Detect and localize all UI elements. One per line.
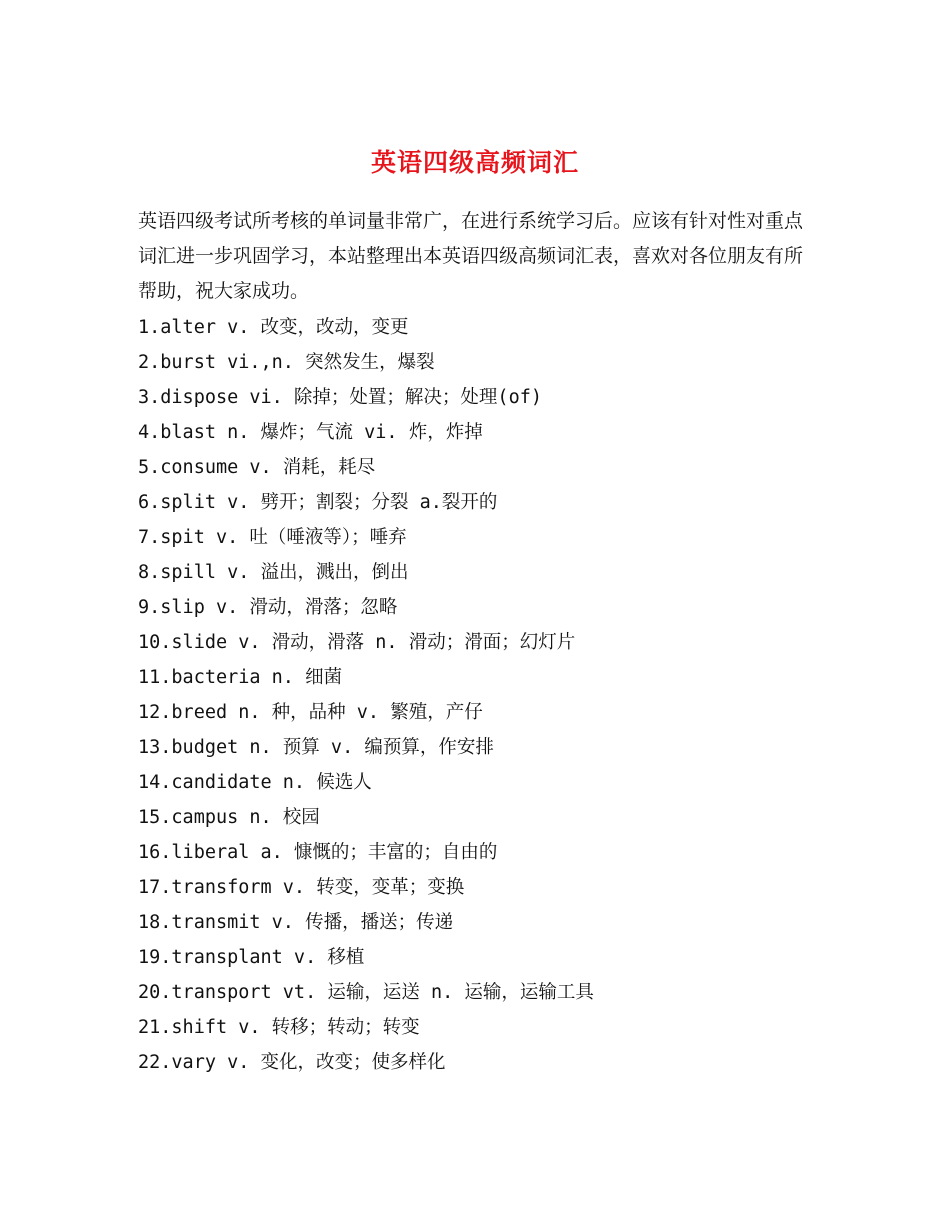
list-item: 8.spill v. 溢出，溅出，倒出 <box>138 562 409 583</box>
list-item: 22.vary v. 变化，改变；使多样化 <box>138 1052 446 1073</box>
list-item: 11.bacteria n. 细菌 <box>138 667 343 688</box>
list-item: 19.transplant v. 移植 <box>138 947 365 968</box>
list-item: 7.spit v. 吐（唾液等）；唾弃 <box>138 527 407 548</box>
list-item: 4.blast n. 爆炸；气流 vi. 炸，炸掉 <box>138 422 483 443</box>
list-item: 12.breed n. 种，品种 v. 繁殖，产仔 <box>138 702 483 723</box>
list-item: 5.consume v. 消耗，耗尽 <box>138 457 376 478</box>
list-item: 17.transform v. 转变，变革；变换 <box>138 877 465 898</box>
list-item: 21.shift v. 转移；转动；转变 <box>138 1017 420 1038</box>
intro-paragraph: 英语四级考试所考核的单词量非常广，在进行系统学习后。应该有针对性对重点词汇进一步巩固学习，本站整理出本英语四级高频词汇表，喜欢对各位朋友有所帮助，祝大家成功。 <box>138 210 804 302</box>
list-item: 10.slide v. 滑动，滑落 n. 滑动；滑面；幻灯片 <box>138 632 576 653</box>
document-title: 英语四级高频词汇 <box>370 147 579 177</box>
vocabulary-list <box>138 310 838 1080</box>
list-item: 2.burst vi.,n. 突然发生，爆裂 <box>138 352 435 373</box>
list-item: 9.slip v. 滑动，滑落；忽略 <box>138 597 398 618</box>
list-item: 14.candidate n. 候选人 <box>138 772 372 793</box>
list-item: 1.alter v. 改变，改动，变更 <box>138 317 409 338</box>
list-item: 18.transmit v. 传播，播送；传递 <box>138 912 454 933</box>
list-item: 6.split v. 劈开；割裂；分裂 a.裂开的 <box>138 492 498 513</box>
list-item: 16.liberal a. 慷慨的；丰富的；自由的 <box>138 842 498 863</box>
list-item: 20.transport vt. 运输，运送 n. 运输，运输工具 <box>138 982 594 1003</box>
list-item: 13.budget n. 预算 v. 编预算，作安排 <box>138 737 494 758</box>
list-item: 3.dispose vi. 除掉；处置；解决；处理(of) <box>138 387 542 408</box>
list-item: 15.campus n. 校园 <box>138 807 320 828</box>
